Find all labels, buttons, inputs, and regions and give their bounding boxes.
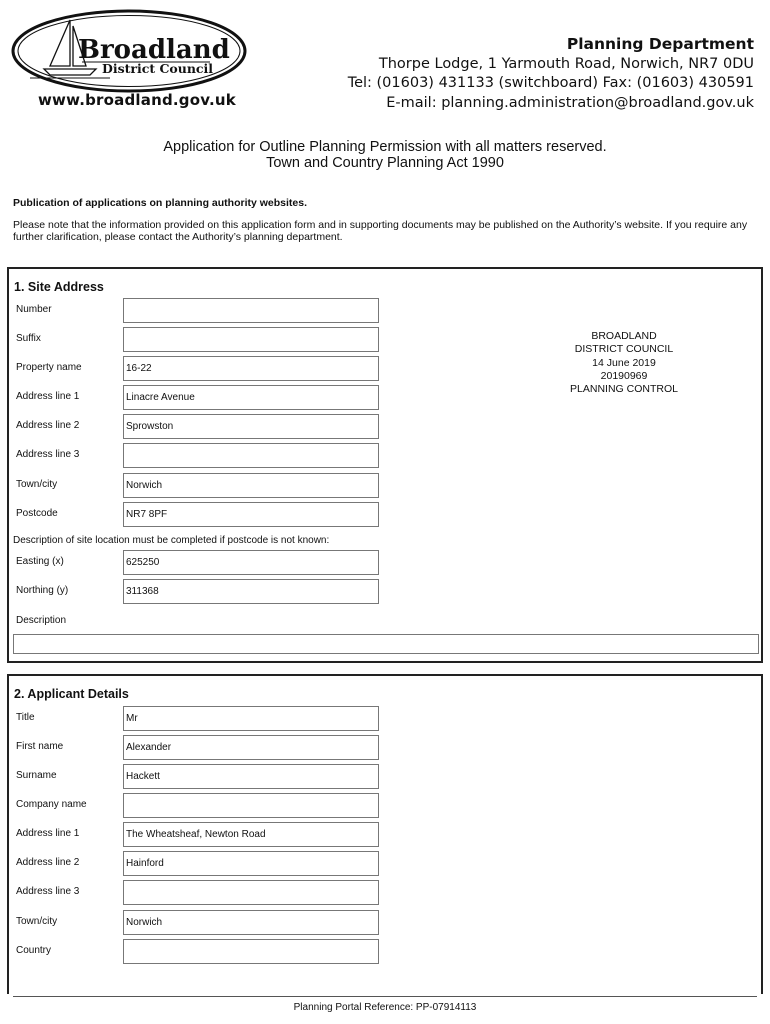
publication-note: Please note that the information provided on this application form and in supporting documents may be published on the Authority’s website. If you require any further clarification, please contact the Authority’s planning department. [13, 219, 748, 243]
first-name-label: First name [16, 741, 64, 752]
broadland-logo [10, 8, 248, 94]
dept-phone: Tel: (01603) 431133 (switchboard) Fax: (01603) 430591 [347, 75, 754, 91]
number-label: Number [16, 304, 52, 315]
form-title-line2: Town and Country Planning Act 1990 [266, 155, 504, 171]
stamp-line1: BROADLAND [591, 330, 657, 342]
title-field[interactable]: Mr [123, 706, 379, 731]
applicant-details-title: 2. Applicant Details [14, 687, 129, 701]
applicant-address-line3-label: Address line 3 [16, 886, 80, 897]
stamp-line5: PLANNING CONTROL [570, 383, 678, 396]
address-line3-label: Address line 3 [16, 449, 80, 460]
form-title [0, 139, 770, 171]
suffix-label: Suffix [16, 333, 41, 344]
applicant-address-line3-field[interactable] [123, 880, 379, 905]
address-line2-label: Address line 2 [16, 420, 80, 431]
address-line1-field[interactable]: Linacre Avenue [123, 385, 379, 410]
form-title-line1: Application for Outline Planning Permission with all matters reserved. [163, 139, 607, 155]
footer-divider [13, 996, 757, 997]
applicant-address-line2-field[interactable]: Hainford [123, 851, 379, 876]
logo-subtitle: District Council [102, 61, 214, 76]
title-label: Title [16, 712, 35, 723]
stamp-reference: 20190969 [600, 369, 648, 382]
surname-field[interactable]: Hackett [123, 764, 379, 789]
country-label: Country [16, 945, 52, 956]
department-contact [348, 35, 754, 113]
site-address-section [7, 267, 763, 663]
applicant-address-line1-label: Address line 1 [16, 828, 80, 839]
town-city-field[interactable]: Norwich [123, 473, 379, 498]
portal-reference: Planning Portal Reference: PP-07914113 [293, 1002, 477, 1013]
website-url: www.broadland.gov.uk [38, 91, 236, 109]
company-name-field[interactable] [123, 793, 379, 818]
property-name-label: Property name [16, 362, 82, 373]
first-name-field[interactable]: Alexander [123, 735, 379, 760]
stamp-date: 14 June 2019 [592, 356, 656, 369]
northing-field[interactable]: 311368 [123, 579, 379, 604]
company-name-label: Company name [16, 799, 87, 810]
easting-field[interactable]: 625250 [123, 550, 379, 575]
dept-address: Thorpe Lodge, 1 Yarmouth Road, Norwich, NR7 0DU [378, 55, 754, 72]
country-field[interactable] [123, 939, 379, 964]
description-field[interactable] [13, 634, 759, 654]
surname-label: Surname [16, 770, 57, 781]
received-stamp [539, 330, 709, 396]
easting-label: Easting (x) [16, 556, 64, 567]
description-label: Description [16, 615, 67, 626]
address-line1-label: Address line 1 [16, 391, 80, 402]
applicant-details-section [7, 674, 763, 994]
property-name-field[interactable]: 16-22 [123, 356, 379, 381]
northing-label: Northing (y) [16, 585, 69, 596]
address-line2-field[interactable]: Sprowston [123, 414, 379, 439]
logo-name: Broadland [78, 35, 230, 65]
dept-title: Planning Department [566, 35, 754, 53]
applicant-town-city-field[interactable]: Norwich [123, 910, 379, 935]
stamp-line2: DISTRICT COUNCIL [574, 343, 674, 356]
publication-heading: Publication of applications on planning authority websites. [13, 197, 308, 209]
applicant-town-city-label: Town/city [16, 916, 58, 927]
suffix-field[interactable] [123, 327, 379, 352]
number-field[interactable] [123, 298, 379, 323]
dept-email: E-mail: planning.administration@broadland.gov.uk [386, 94, 754, 111]
postcode-field[interactable]: NR7 8PF [123, 502, 379, 527]
address-line3-field[interactable] [123, 443, 379, 468]
applicant-address-line1-field[interactable]: The Wheatsheaf, Newton Road [123, 822, 379, 847]
site-address-title: 1. Site Address [14, 280, 104, 294]
town-city-label: Town/city [16, 479, 58, 490]
postcode-label: Postcode [16, 508, 58, 519]
location-note: Description of site location must be completed if postcode is not known: [13, 535, 330, 546]
applicant-address-line2-label: Address line 2 [16, 857, 80, 868]
